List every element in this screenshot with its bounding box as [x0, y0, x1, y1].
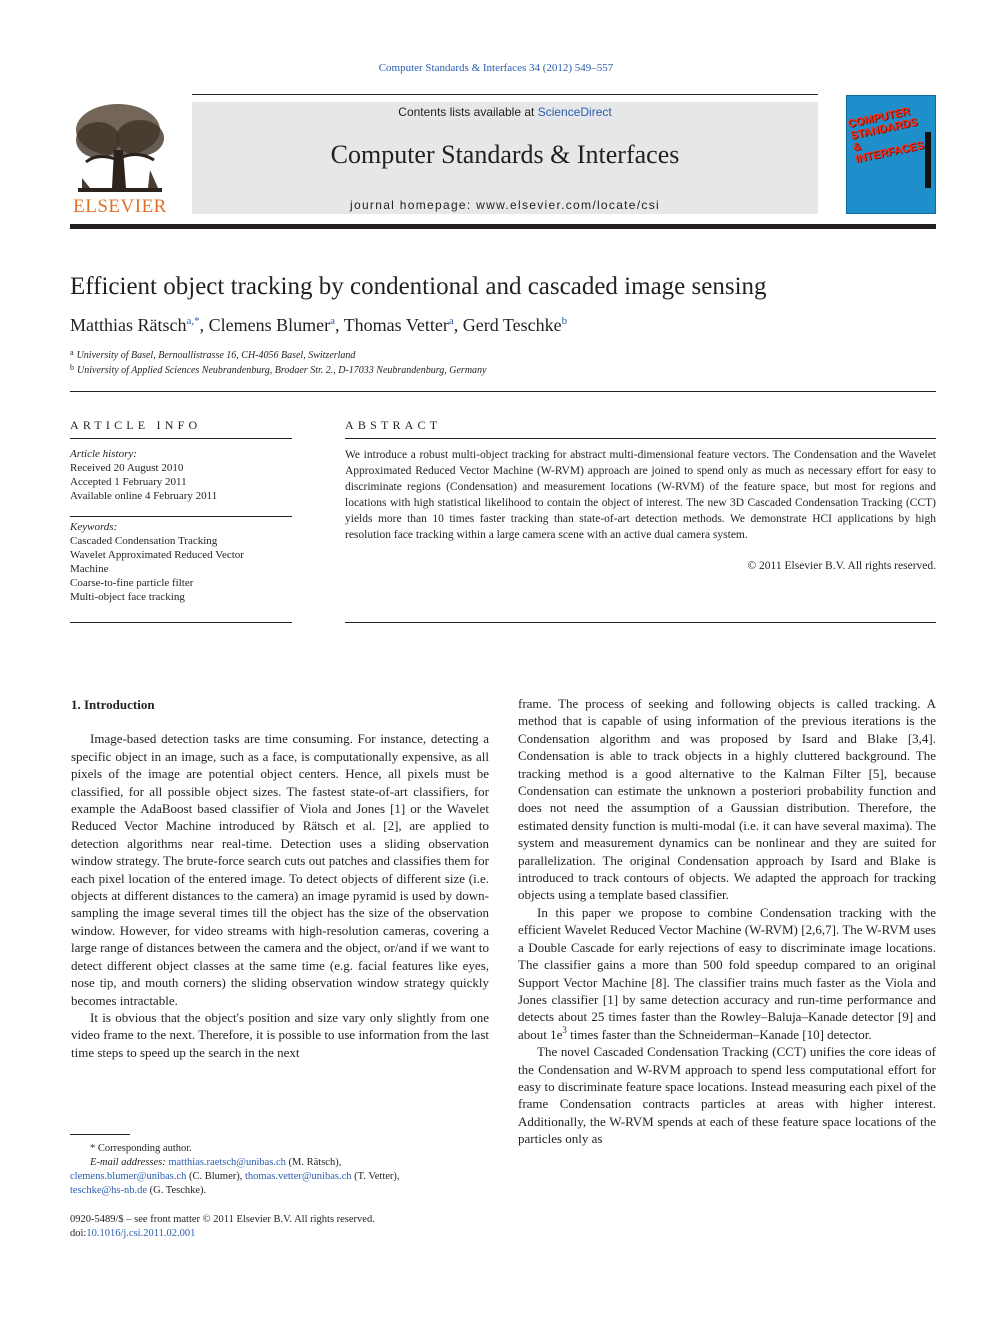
paragraph: The novel Cascaded Condensation Tracking (CCT) unifies the core ideas of the Condensation and W-RVM approach to spend less computational effort for easy to discriminate feature space locations. Instead measuring each pixel of the frame Condensation contracts particles at areas with higher interest. Additionally, the W-RVM spends at each of these feature space locations of the particles only as	[518, 1044, 936, 1147]
email-owner: (T. Vetter),	[351, 1171, 400, 1182]
email-link[interactable]: teschke@hs-nb.de	[70, 1185, 148, 1196]
author-name: Gerd Teschke	[462, 315, 562, 335]
paragraph	[518, 904, 936, 1043]
history-item: Accepted 1 February 2011	[70, 476, 187, 488]
body-column-left	[71, 696, 489, 1061]
author-affiliation-mark[interactable]: a	[330, 315, 335, 327]
body-column-right	[518, 695, 936, 1148]
email-link[interactable]: thomas.vetter@unibas.ch	[245, 1171, 352, 1182]
keyword: Wavelet Approximated Reduced Vector	[70, 549, 244, 561]
history-item: Received 20 August 2010	[70, 462, 184, 474]
author-name: Matthias Rätsch	[70, 315, 187, 335]
keywords-label: Keywords:	[70, 521, 118, 533]
divider	[70, 622, 292, 623]
email-label: E-mail addresses:	[90, 1157, 166, 1168]
paper-title: Efficient object tracking by condentional and cascaded image sensing	[70, 273, 767, 300]
email-line	[70, 1156, 490, 1170]
history-label: Article history:	[70, 448, 137, 460]
divider	[345, 622, 936, 623]
paragraph: Image-based detection tasks are time consuming. For instance, detecting a specific object in an image, such as a face, is computationally expensive, as all pixels of the image are potential object centers. Hence, all pixels must be classified, for all possible object sizes. The fastest state-of-art classifiers, for example the AdaBoost based classifier of Viola and Jones [1] or the Wavelet Reduced Vector Machine introduced by Rätsch et al. [2], are applied to detection algorithms near real-time. Detection uses a sliding observation window strategy. The brute-force search cuts out patches and classifies them for each pixel location of the entered image. To detect objects of different size (i.e. objects at different distances to the camera) an image pyramid is used by down-sampling the image several times till the object has the size of the observation window. However, for video streams with high-resolution cameras, covering a large range of distances between the camera and the object, or/and if we want to detect different object classes at the same time (e.g. facial features like eyes, nose tip, and mouth corners) the sliding observation window strategy quickly becomes intractable.	[71, 731, 489, 1008]
journal-reference[interactable]: Computer Standards & Interfaces 34 (2012) 549–557	[378, 62, 614, 74]
author-list: Matthias Rätsch$^{a,*}$, Clemens Blumer$^a$, Thomas Vetter$^a$, Gerd Teschke$^b$	[70, 315, 568, 335]
keyword: Cascaded Condensation Tracking	[70, 535, 218, 547]
header-thick-rule	[70, 224, 936, 229]
issn-doi-block	[70, 1213, 375, 1241]
author-name: Clemens Blumer	[208, 315, 331, 335]
author-name: Thomas Vetter	[343, 315, 449, 335]
cover-bar	[925, 132, 931, 188]
paragraph: It is obvious that the object's position and size vary only slightly from one video frame to the next. Therefore, it is possible to use information from the last time steps to speed up the search in the next	[71, 1009, 489, 1060]
keyword: Coarse-to-fine particle filter	[70, 577, 194, 589]
section-rule	[70, 391, 936, 392]
footnote-rule	[70, 1134, 130, 1135]
elsevier-logo	[68, 100, 172, 218]
article-history	[70, 447, 292, 503]
cover-title: COMPUTER STANDARDS & INTERFACES	[846, 105, 926, 166]
divider	[70, 438, 292, 439]
doi-prefix: doi:	[70, 1228, 87, 1239]
header-top-rule	[192, 94, 818, 95]
keyword: Multi-object face tracking	[70, 591, 185, 603]
contents-line	[192, 105, 818, 119]
paragraph-text: times faster than the Schneiderman–Kanade [10] detector.	[566, 1026, 872, 1042]
copyright-notice: © 2011 Elsevier B.V. All rights reserved.	[747, 560, 936, 572]
email-owner: (M. Rätsch),	[285, 1157, 342, 1168]
affiliation-mark: a	[70, 348, 74, 357]
footnote-text: Corresponding author.	[97, 1143, 192, 1154]
divider	[345, 438, 936, 439]
issn-line: 0920-5489/$ – see front matter © 2011 Elsevier B.V. All rights reserved.	[70, 1214, 375, 1225]
footnote-star: *	[90, 1143, 96, 1154]
superscript: 3	[562, 1024, 567, 1035]
affiliation	[70, 363, 486, 376]
author-affiliation-mark[interactable]: b	[561, 315, 568, 327]
email-owner: (G. Teschke).	[147, 1185, 207, 1196]
journal-cover-thumbnail	[846, 95, 936, 214]
paragraph-text: In this paper we propose to combine Condensation tracking with the efficient Wavelet Reduced Vector Machine (W-RVM) [2,6,7]. The W-RVM uses a Double Cascade for early rejections of easy to discriminate image locations. The classifier gains a more than 500 fold speedup compared to an original Support Vector Machine [8]. The classifier trains much faster as the Viola and Jones classifier [1] by same detection accuracy and run-time performance and detects about 25 times faster than the Rowley–Baluja–Kanade detector [9] and about 1e	[518, 904, 936, 1042]
journal-homepage[interactable]: journal homepage: www.elsevier.com/locate/csi	[350, 198, 660, 212]
corresponding-author-note	[70, 1142, 490, 1156]
journal-title: Computer Standards & Interfaces	[330, 140, 680, 169]
email-link[interactable]: matthias.raetsch@unibas.ch	[168, 1157, 286, 1168]
section-heading: 1. Introduction	[71, 697, 155, 712]
author-affiliation-mark[interactable]: a,*	[186, 315, 200, 327]
sciencedirect-link[interactable]: ScienceDirect	[537, 105, 612, 119]
divider	[70, 516, 292, 517]
elsevier-wordmark: ELSEVIER	[73, 196, 167, 217]
email-link[interactable]: clemens.blumer@unibas.ch	[70, 1171, 187, 1182]
email-line	[70, 1170, 490, 1184]
affiliation-text: University of Applied Sciences Neubrandenburg, Brodaer Str. 2., D-17033 Neubrandenburg, Germany	[77, 365, 487, 376]
affiliation	[70, 348, 355, 361]
keywords	[70, 520, 292, 604]
history-item: Available online 4 February 2011	[70, 490, 218, 502]
elsevier-tree-icon	[68, 100, 172, 196]
doi-line	[70, 1227, 375, 1241]
keyword: Machine	[70, 563, 109, 575]
doi-link[interactable]: 10.1016/j.csi.2011.02.001	[86, 1228, 196, 1239]
paragraph: frame. The process of seeking and following objects is called tracking. A method that is capable of using information of the previous iterations is the Condensation algorithm and was proposed by Isard and Blake [3,4]. Condensation is able to track objects in a highly cluttered background. The tracking method is a good alternative to the Kalman Filter [5], because Condensation can estimate the unknown a posteriori probability function and does not need the assumption of a Gaussian distribution. Therefore, the estimated density function is multi-modal (i.e. it can have several maxima). The system and measurement dynamics can be nonlinear and they are suited for parallelization. The original Condensation approach by Isard and Blake is introduced to track contours of objects. We adapted the approach for tracking objects using a template based classifier.	[518, 696, 936, 903]
affiliation-text: University of Basel, Bernoullistrasse 16, CH-4056 Basel, Switzerland	[76, 350, 356, 361]
affiliation-mark: b	[70, 363, 74, 372]
email-owner: (C. Blumer),	[186, 1171, 246, 1182]
abstract-heading: ABSTRACT	[345, 418, 442, 432]
email-line	[70, 1184, 490, 1198]
contents-prefix: Contents lists available at	[398, 105, 538, 119]
footnotes	[70, 1142, 490, 1198]
article-info-heading: ARTICLE INFO	[70, 418, 202, 432]
abstract-text: We introduce a robust multi-object tracking for abstract multi-dimensional feature vectors. The Condensation and the Wavelet Approximated Reduced Vector Machine (W-RVM) approach are joined to spend only as much as necessary effort for easy to discriminate regions (Condensation) and measurement locations (W-RVM) of the feature space, but most for regions and locations with high statistical likelihood to contain the object of interest. The new 3D Cascaded Condensation Tracking (CCT) yields more than 10 times faster tracking than state-of-art detection methods. We demonstrate HCI applications by high resolution face tracking within a large camera scene with an active dual camera system.	[345, 449, 936, 541]
author-affiliation-mark[interactable]: a	[448, 315, 454, 327]
